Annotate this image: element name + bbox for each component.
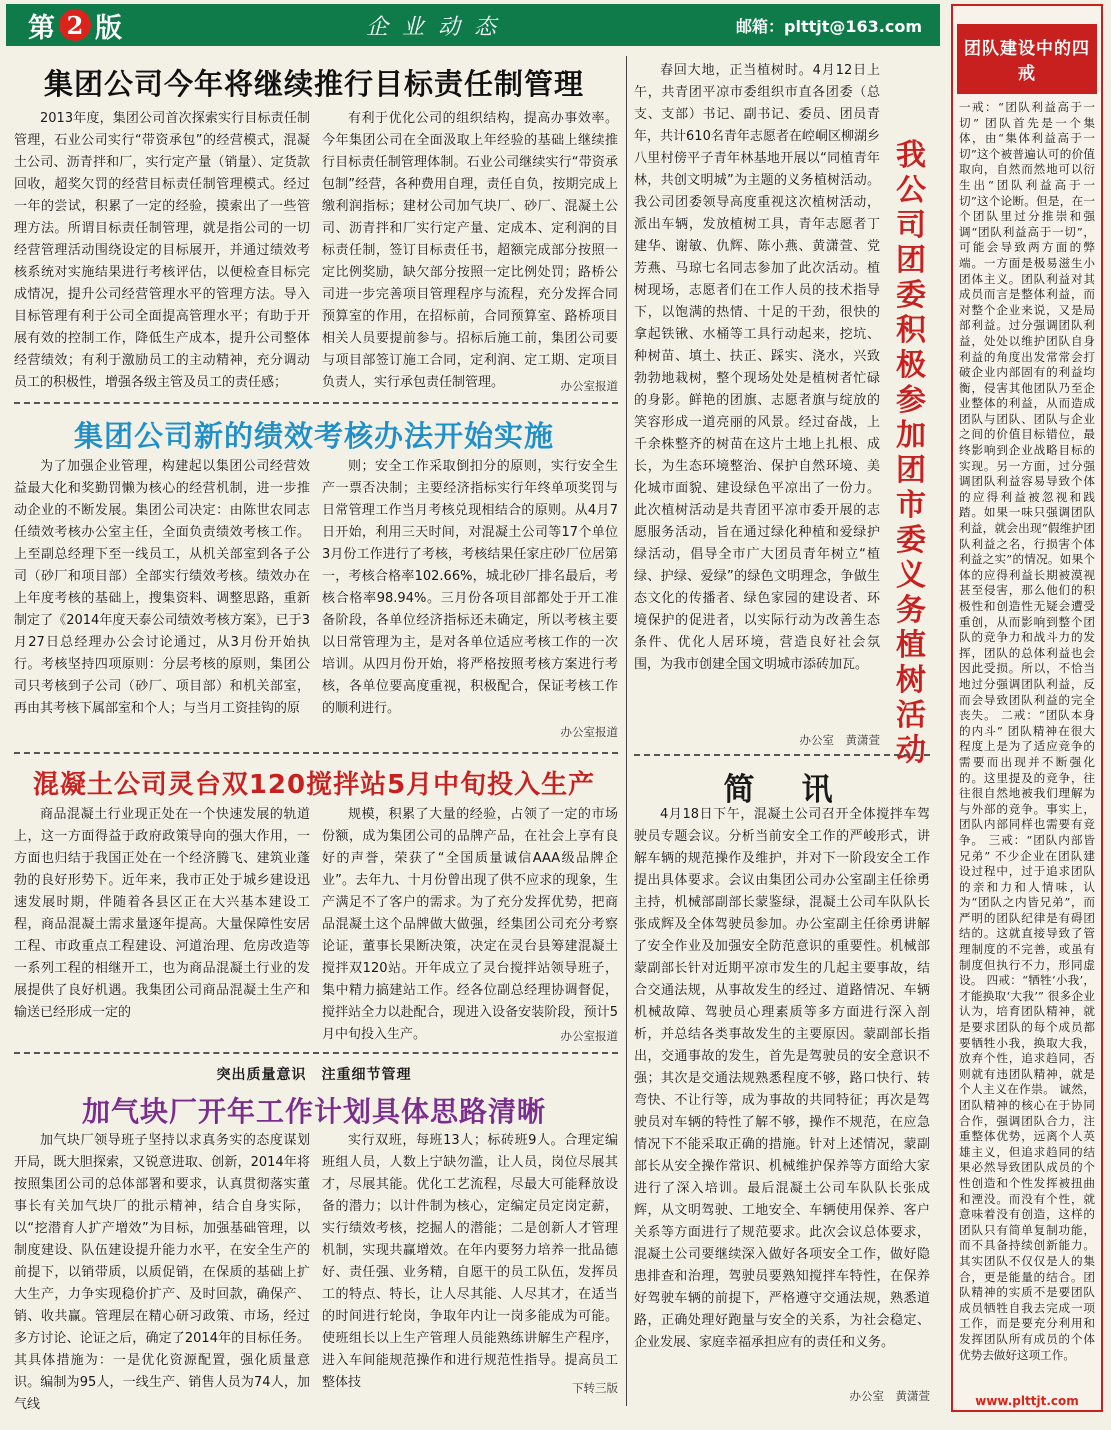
article1-col1 [14,108,310,398]
brief-title: 简 讯 [723,772,841,808]
article3-col1 [14,804,310,1028]
article1-col2-text: 有利于优化公司的组织结构，提高办事效率。今年集团公司在全面汲取上年经验的基础上继续推行目标责任制管理体制。石业公司继续实行“带资承包制”经营，各种费用自理，责任自负，按期完成上缴利润指标；建材公司加气块厂、砂厂、混凝土公司、沥青拌和厂实行定产量、定成本、定利润的目标责任制，签订目标责任书，超额完成部分按照一定比例奖励，缺欠部分按照一定比例处罚；路桥公司进一步完善项目管理程序与流程，充分发挥合同预算室的作用，在招标前，合同预算室、路桥项目相关人员要提前参与。招标后施工前，集团公司要与项目部签订施工合同，定利润、定工期、定项目负责人，实行承包责任制管理。 [322,111,618,390]
sidebar [951,4,1103,1412]
edition-suffix: 版 [95,12,122,44]
article4-kicker: 突出质量意识 注重细节管理 [216,1067,412,1083]
brief-credit: 办公室 黄潇萱 [849,1389,930,1403]
sidebar-title: 团队建设中的四戒 [957,24,1097,94]
column-separator [626,56,627,1406]
article5-credit: 办公室 黄潇萱 [799,733,880,747]
article4-continue: 下转三版 [572,1381,618,1395]
article2-col1-text: 为了加强企业管理，构建起以集团公司经营效益最大化和奖勤罚懒为核心的经营机制，进一步推动企业的不断发展。集团公司决定：由陈世农同志任绩效考核办公室主任，全面负责绩效考核工作。上至副总经理下至一线员工，从机关部室到各子公司（砂厂和项目部）全部实行绩效考核。绩效办在上年度考核的基础上，搜集资料、调整思路，重新制定了《2014年度天泰公司绩效考核方案》，已于3月27日总经理办公会讨论通过，从3月份开始执行。考核坚持四项原则：分层考核的原则，集团公司只考核到子公司（砂厂、项目部）和机关部室，再由其考核下属部室和个人；与当月工资挂钩的原 [14,459,310,716]
brief-text: 4月18日下午，混凝土公司召开全体搅拌车驾驶员专题会议。分析当前安全工作的严峻形式，讲解车辆的规范操作及维护，并对下一阶段安全工作提出具体要求。会议由集团公司办公室副主任徐勇主持，机械部副部长蒙鉴绿，混凝土公司车队队长张成辉及全体驾驶员参加。办公室副主任徐勇讲解了安全作业及加强安全防范意识的重要性。机械部蒙副部长针对近期平凉市发生的几起主要事故，结合交通法规，从事故发生的经过、道路情况、车辆机械故障、驾驶员心理素质等多方面进行深入剖析，并总结各类事故发生的主要原因。蒙副部长指出，交通事故的发生，首先是驾驶员的安全意识不强；其次是交通法规熟悉程度不够，路口快行、转弯快、不让行等，成为事故的共同特征；再次是驾驶员对车辆的特性了解不够，操作不规范，在应急情况下不能采取正确的措施。针对上述情况，蒙副部长从安全操作常识、机械维护保养等方面给大家进行了深入培训。最后混凝土公司车队队长张成辉，从文明驾驶、工地安全、车辆使用保养、客户关系等方面进行了规范要求。此次会议总体要求，混凝土公司要继续深入做好各项安全工作，做好隐患排查和治理，驾驶员要熟知搅拌车特性，在保养好驾驶车辆的前提下，严格遵守交通法规，熟悉道路，正确处理好跑量与安全的关系，为社会稳定、企业发展、家庭幸福承担应有的责任和义务。 [634,807,930,1350]
divider [14,752,618,754]
article5-text: 春回大地，正当植树时。4月12日上午，共青团平凉市委组织市直各团委（总支、支部）书记、副书记、委员、团员青年，共计610名青年志愿者在崆峒区柳湖乡八里村傍平子青年林基地开展以“同植青年林，共创文明城”为主题的义务植树活动。我公司团委领导高度重视这次植树活动，派出车辆，发放植树工具，青年志愿者丁建华、谢敏、仇辉、陈小燕、黄潇萱、党芳燕、马琼七名同志参加了此次活动。植树现场，志愿者们在工作人员的技术指导下，以饱满的热情、十足的干劲，很快的拿起铁锹、水桶等工具行动起来，挖坑、种树苗、填土、扶正、踩实、浇水，兴致勃勃地栽树，整个现场处处是植树者忙碌的身影。鲜艳的团旗、志愿者旗与绽放的笑容形成一道亮丽的风景。经过奋战，上千余株整齐的树苗在这片土地上扎根、成长，为生态环境整治、保护自然环境、美化城市面貌、建设绿色平凉出了一份力。此次植树活动是共青团平凉市委开展的志愿服务活动，旨在通过绿化种植和爱绿护绿活动，倡导全市广大团员青年树立“植绿、护绿、爱绿”的绿色文明理念，争做生态文化的传播者、绿色家园的建设者、环境保护的促进者，以实际行动为改善生态条件、优化人居环境，营造良好社会氛围，为我市创建全国文明城市添砖加瓦。 [634,63,880,672]
article3-title: 混凝土公司灵台双120搅拌站5月中旬投入生产 [32,770,596,800]
article2-col1 [14,456,310,746]
article2-credit: 办公室报道 [560,725,618,739]
article4-col1 [14,1130,310,1412]
article1-title: 集团公司今年将继续推行目标责任制管理 [43,67,584,101]
article4-col1-text: 加气块厂领导班子坚持以求真务实的态度谋划开局，既大胆探索，又锐意进取、创新，2014年将按照集团公司的总体部署和要求，认真贯彻落实董事长有关加气块厂的批示精神，结合自身实际，以“挖潜育人扩产增效”为目标，加强基础管理，以制度建设、队伍建设提升能力水平，在安全生产的前提下，以销带质，以质促销，在保质的基础上扩大生产，力争实现稳价扩产、及时回款，确保产、销、收共赢。管理层在精心研习政策、市场，经过多方讨论、论证之后，确定了2014年的目标任务。其具体措施为：一是优化资源配置，强化质量意识。编制为95人，一线生产、销售人员为74人，加气线 [14,1133,310,1412]
article1-credit: 办公室报道 [560,379,618,393]
sidebar-body [953,100,1101,1430]
email-address: 邮箱：plttjt@163.com [736,17,922,36]
article2-title: 集团公司新的绩效考核办法开始实施 [73,419,554,453]
edition-number: 2 [59,9,91,41]
edition-prefix: 第 [28,12,55,44]
divider [634,754,930,756]
site-url[interactable]: www.plttjt.com [975,1394,1079,1408]
divider [14,402,618,404]
article3-col2-text: 规模，积累了大量的经验，占领了一定的市场份额，成为集团公司的品牌产品，在社会上享有良好的声誉，荣获了“全国质量诚信AAA级品牌企业”。去年九、十月份曾出现了供不应求的现象，生产满足不了客户的需求。为了充分发挥优势，把商品混凝土这个品牌做大做强，经集团公司充分考察论证，董事长果断决策，决定在灵台县筹建混凝土搅拌双120站。开年成立了灵台搅拌站领导班子，集中精力搞建站工作。经各位副总经理协调督促，搅拌站全力以赴配合，现进入设备安装阶段，预计5月中旬投入生产。 [322,807,618,1042]
section-name: 企业动态 [366,15,511,40]
article4-title: 加气块厂开年工作计划具体思路清晰 [81,1095,546,1128]
article4-col2-text: 实行双班，每班13人；标砖班9人。合理定编班组人员，人数上宁缺勿滥，让人员，岗位尽展其才，尽展其能。优化工艺流程，尽最大可能释放设备的潜力；以计件制为核心，定编定员定岗定薪，实行绩效考核，挖掘人的潜能；二是创新人才管理机制，实现共赢增效。在年内要努力培养一批品德好、责任强、业务精，自愿干的员工队伍，发挥员工的特点、特长，让人尽其能、人尽其才，在适当的时间进行轮岗，争取年内让一岗多能成为可能。使班组长以上生产管理人员能熟练讲解生产程序，进入车间能规范操作和进行规范性指导。提高员工整体技 [322,1133,618,1390]
article2-col2-text: 则；安全工作采取倒扣分的原则，实行安全生产一票否决制；主要经济指标实行年终单项奖罚与日常管理工作当月考核兑现相结合的原则。从4月7日开始，利用三天时间，对混凝土公司等17个单位3月份工作进行了考核，考核结果任家庄砂厂位居第一，考核合格率102.66%，城北砂厂排名最后，考核合格率98.94%。三月份各项目部都处于开工准备阶段，各单位经济指标还未确定，所以考核主要以日常管理为主，是对各单位适应考核工作的一次培训。从四月份开始，将严格按照考核方案进行考核，各单位要高度重视，积极配合，保证考核工作的顺利进行。 [322,459,618,716]
masthead [6,4,940,46]
article5-body [634,60,880,740]
article5-vertical-title: 我公司团委积极参加团市委义务植树活动 [896,138,926,768]
article1-col1-text: 2013年度，集团公司首次探索实行目标责任制管理，石业公司实行“带资承包”的经营模式，混凝土公司、沥青拌和厂，实行定产量（销量）、定货款回收，超奖欠罚的经营目标责任制管理模式。经过一年的尝试，积累了一定的经验，摸索出了一些管理方法。所谓目标责任制管理，就是指公司的一切经营管理活动围绕设定的目标展开，并通过绩效考核系统对实施结果进行考核评估，以便检查目标完成情况，提升公司经营管理水平的管理方法。导入目标管理有利于公司全面提高管理水平；有助于开展有效的控制工作，降低生产成本，提升公司整体经营绩效；有利于激励员工的主动精神，充分调动员工的积极性，增强各级主管及员工的责任感； [14,111,310,390]
article3-credit: 办公室报道 [560,1029,618,1043]
divider [14,1052,618,1054]
edition-label [6,6,122,45]
brief-body [634,804,930,1386]
sidebar-text: 一戒：“团队利益高于一切” 团队首先是一个集体，由“集体利益高于一切”这个被普遍认可的价值取向，自然而然地可以衍生出“团队利益高于一切”这个论断。但是，在一个团队里过分推崇和强调“团队利益高于一切”，可能会导致两方面的弊端。一方面是极易滋生小团体主义。团队利益对其成员而言是整体利益，而对整个企业来说，又是局部利益。过分强调团队利益，处处以维护团队自身利益的角度出发常常会打破企业内部固有的利益均衡，侵害其他团队乃至企业整体的利益，从而造成团队与团队、团队与企业之间的价值目标错位，最终影响到企业战略目标的实现。另一方面，过分强调团队利益容易导致个体的应得利益被忽视和践踏。如果一味只强调团队利益，就会出现“假维护团队利益之名，行损害个体利益之实”的情况。如果个体的应得利益长期被漠视甚至侵害，那么他们的积极性和创造性无疑会遭受重创，从而影响到整个团队的竞争力和战斗力的发挥，团队的总体利益也会因此受损。所以，不恰当地过分强调团队利益，反而会导致团队利益的完全丧失。 二戒：“团队本身的内斗” 团队精神在很大程度上是为了适应竞争的需要而出现并不断强化的。这里提及的竞争，往往很自然地被我们理解为与外部的竞争。事实上，团队内部同样也需要有竞争。 三戒：“团队内部皆兄弟” 不少企业在团队建设过程中，过于追求团队的亲和力和人情味，认为“团队之内皆兄弟”，而严明的团队纪律是有碍团结的。这就直接导致了管理制度的不完善，或虽有制度但执行不力，形同虚设。 四戒：“牺牲‘小我’，才能换取‘大我’” 很多企业认为，培育团队精神，就是要求团队的每个成员都要牺牲小我，换取大我，放弃个性，追求趋同，否则就有违团队精神，就是个人主义在作祟。 诚然，团队精神的核心在于协同合作，强调团队合力，注重整体优势，远离个人英雄主义，但追求趋同的结果必然导致团队成员的个性创造和个性发挥被扭曲和湮没。而没有个性，就意味着没有创造，这样的团队只有简单复制功能，而不具备持续创新能力。其实团队不仅仅是人的集合，更是能量的结合。团队精神的实质不是要团队成员牺牲自我去完成一项工作，而是要充分利用和发挥团队所有成员的个体优势去做好这项工作。 [959,100,1095,1362]
article2-col2 [322,456,618,720]
article3-col1-text: 商品混凝土行业现正处在一个快速发展的轨道上，这一方面得益于政府政策导向的强大作用，一方面也归结于我国正处在一个经济腾飞、建筑业蓬勃的良好形势下。近年来，我市正处于城乡建设迅速发展时期，伴随着各县区正在大兴基本建设工程，商品混凝土需求量逐年提高。大量保障性安居工程、市政重点工程建设、河道治理、危房改造等一系列工程的相继开工，也为商品混凝土行业的发展提供了良好机遇。我集团公司商品混凝土生产和输送已经形成一定的 [14,807,310,1020]
